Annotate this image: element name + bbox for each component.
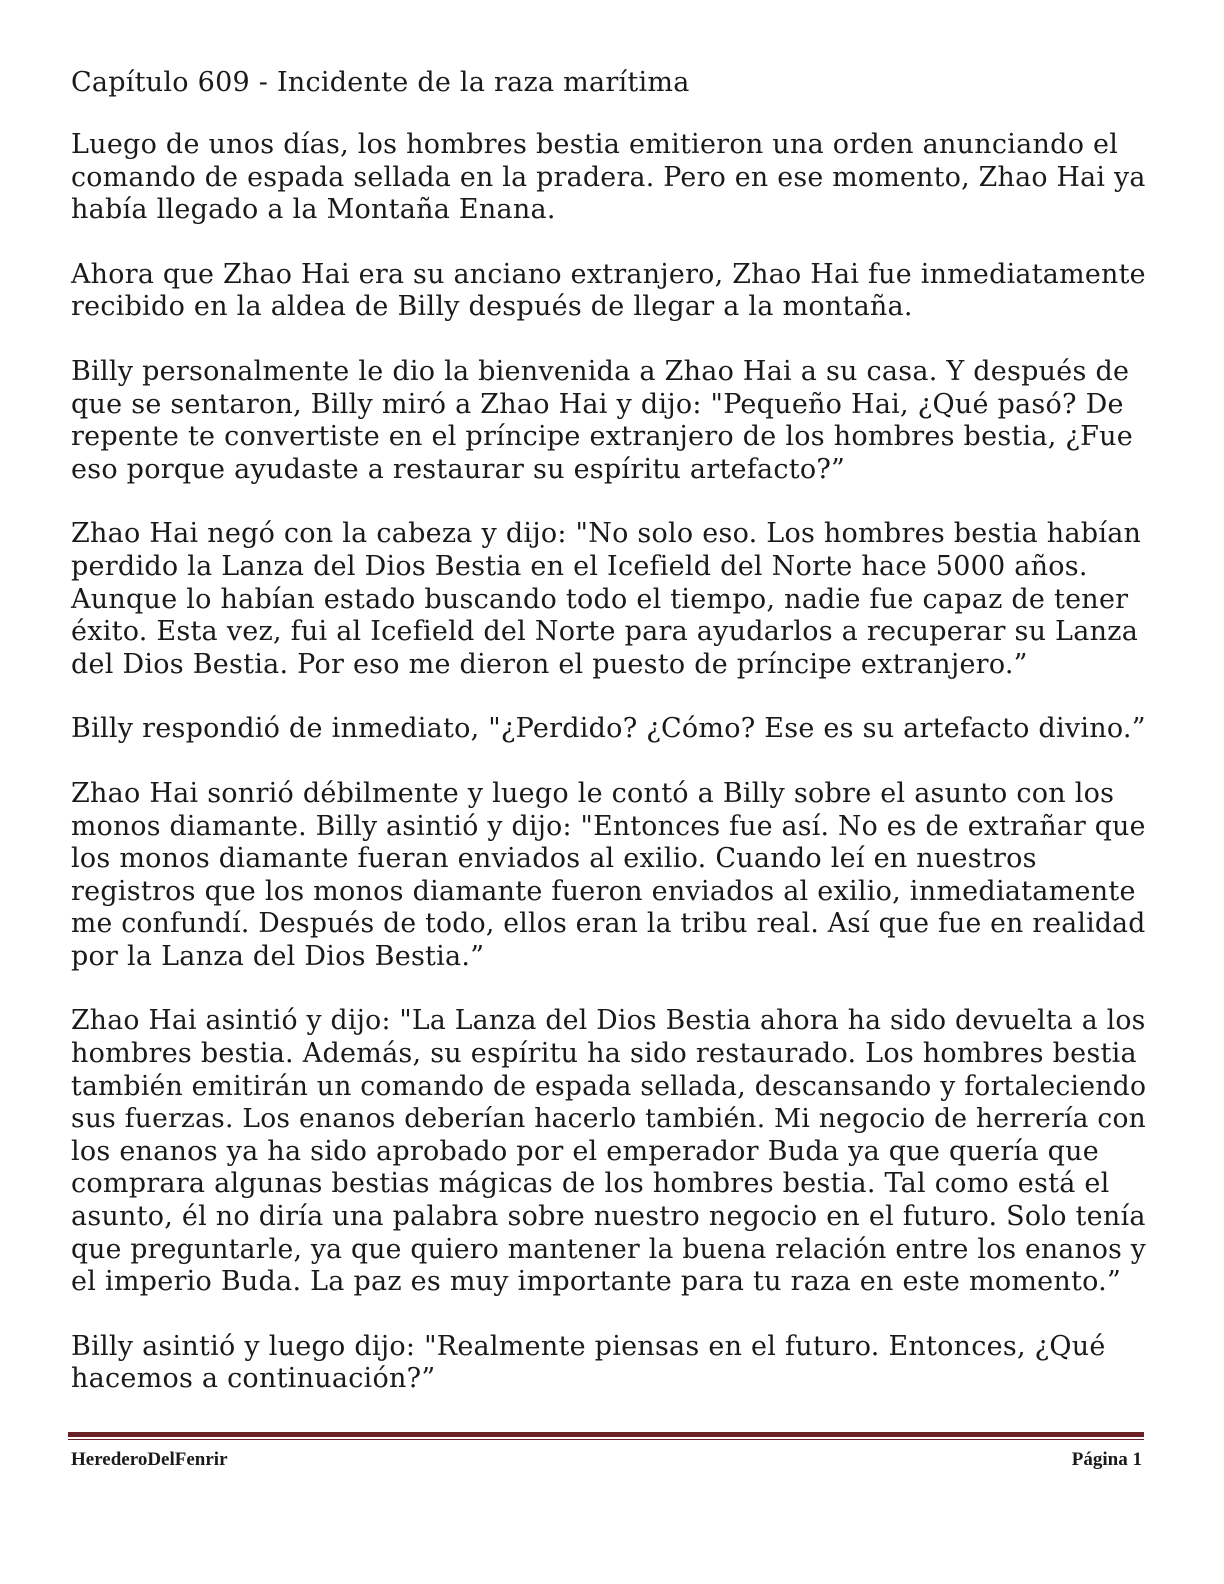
text-line: Luego de unos días, los hombres bestia emitieron una orden anunciando el [71, 129, 1119, 160]
text-line: perdido la Lanza del Dios Bestia en el Icefield del Norte hace 5000 años. [71, 550, 1088, 582]
text-line: eso porque ayudaste a restaurar su espíritu artefacto?” [71, 453, 846, 485]
paragraph-6 [71, 778, 1146, 974]
footer-divider [68, 1432, 1144, 1442]
text-line: éxito. Esta vez, fui al Icefield del Norte para ayudarlos a recuperar su Lanza [71, 616, 1139, 648]
text-line: me confundí. Después de todo, ellos eran la tribu real. Así que fue en realidad [71, 908, 1146, 940]
text-line: que preguntarle, ya que quiero mantener la buena relación entre los enanos y [71, 1233, 1147, 1265]
document-body [71, 66, 1146, 1428]
text-line: Billy asintió y luego dijo: "Realmente piensas en el futuro. Entonces, ¿Qué [71, 1330, 1106, 1362]
paragraph-3 [71, 356, 1146, 486]
paragraph-7 [71, 1005, 1146, 1298]
text-line: Zhao Hai sonrió débilmente y luego le contó a Billy sobre el asunto con los [71, 777, 1115, 809]
text-line: sus fuerzas. Los enanos deberían hacerlo también. Mi negocio de herrería con [71, 1103, 1147, 1135]
text-line: recibido en la aldea de Billy después de llegar a la montaña. [71, 291, 913, 323]
text-line: Billy respondió de inmediato, "¿Perdido? ¿Cómo? Ese es su artefacto divino.” [71, 713, 1146, 745]
paragraph-4 [71, 518, 1146, 681]
paragraph-1 [71, 129, 1146, 227]
text-line: monos diamante. Billy asintió y dijo: "Entonces fue así. No es de extrañar que [71, 810, 1146, 842]
text-line: que se sentaron, Billy miró a Zhao Hai y dijo: "Pequeño Hai, ¿Qué pasó? De [71, 388, 1124, 420]
text-line: el imperio Buda. La paz es muy importante para tu raza en este momento.” [71, 1266, 1122, 1298]
text-line: los monos diamante fueran enviados al exilio. Cuando leí en nuestros [71, 843, 1037, 875]
footer-divider-thick [68, 1432, 1144, 1437]
paragraph-2 [71, 259, 1146, 324]
text-line: del Dios Bestia. Por eso me dieron el puesto de príncipe extranjero.” [71, 648, 1028, 680]
text-line: los enanos ya ha sido aprobado por el emperador Buda ya que quería que [71, 1135, 1100, 1167]
paragraph-8 [71, 1331, 1146, 1396]
text-line: Zhao Hai negó con la cabeza y dijo: "No solo eso. Los hombres bestia habían [71, 518, 1142, 550]
text-line: hacemos a continuación?” [71, 1363, 436, 1395]
text-line: asunto, él no diría una palabra sobre nuestro negocio en el futuro. Solo tenía [71, 1201, 1146, 1233]
text-line: Billy personalmente le dio la bienvenida a Zhao Hai a su casa. Y después de [71, 355, 1130, 387]
text-line: Aunque lo habían estado buscando todo el tiempo, nadie fue capaz de tener [71, 583, 1129, 615]
text-line: Ahora que Zhao Hai era su anciano extranjero, Zhao Hai fue inmediatamente [71, 258, 1146, 290]
text-line: había llegado a la Montaña Enana. [71, 194, 556, 226]
text-line: hombres bestia. Además, su espíritu ha sido restaurado. Los hombres bestia [71, 1038, 1137, 1070]
text-line: comprara algunas bestias mágicas de los hombres bestia. Tal como está el [71, 1168, 1110, 1200]
footer-divider-thin [68, 1439, 1144, 1440]
text-line: por la Lanza del Dios Bestia.” [71, 940, 485, 972]
footer-author: HerederoDelFenrir [71, 1449, 228, 1470]
footer-page-number: Página 1 [1071, 1449, 1142, 1470]
text-line: registros que los monos diamante fueron enviados al exilio, inmediatamente [71, 875, 1136, 907]
text-line: también emitirán un comando de espada sellada, descansando y fortaleciendo [71, 1070, 1147, 1102]
text-line: Zhao Hai asintió y dijo: "La Lanza del Dios Bestia ahora ha sido devuelta a los [71, 1005, 1146, 1037]
paragraph-5 [71, 713, 1146, 746]
text-line: comando de espada sellada en la pradera. Pero en ese momento, Zhao Hai ya [71, 161, 1146, 193]
text-line: repente te convertiste en el príncipe extranjero de los hombres bestia, ¿Fue [71, 421, 1133, 453]
chapter-title: Capítulo 609 - Incidente de la raza marítima [71, 67, 690, 98]
